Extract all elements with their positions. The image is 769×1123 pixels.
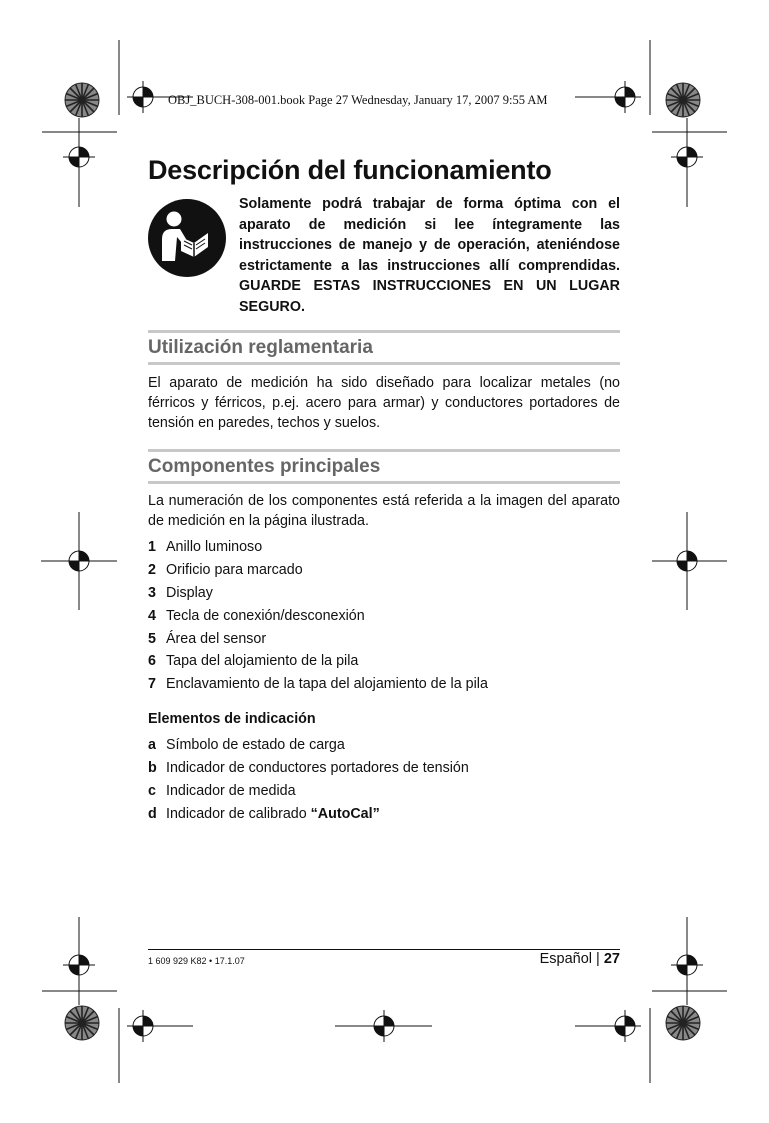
list-item: a Símbolo de estado de carga: [148, 737, 345, 753]
page-number: 27: [603, 951, 620, 967]
components-intro: La numeración de los componentes está referida a la imagen del aparato de medición en la página ilustrada.: [148, 493, 620, 529]
page-title: Descripción del funcionamiento: [148, 155, 552, 185]
list-item: d Indicador de calibrado “AutoCal”: [148, 805, 380, 822]
read-instructions-icon: [148, 199, 226, 277]
footer-rule: [148, 949, 620, 950]
section-rule-bottom: [148, 481, 620, 484]
section-title-intended-use: Utilización reglamentaria: [148, 337, 373, 358]
list-item: b Indicador de conductores portadores de tensión: [148, 759, 469, 776]
section-rule-top: [148, 449, 620, 452]
intended-use-text: El aparato de medición ha sido diseñado para localizar metales (no férricos y férricos, p.ej. acero para armar) y conductores portadores de tensión en paredes, techos y suelos.: [148, 375, 620, 431]
list-item: 7 Enclavamiento de la tapa del alojamiento de la pila: [148, 676, 488, 693]
list-item: 2 Orificio para marcado: [148, 561, 303, 578]
list-item: 6 Tapa del alojamiento de la pila: [148, 653, 359, 670]
section-rule-bottom: [148, 362, 620, 365]
list-item: c Indicador de medida: [148, 782, 296, 799]
footer-language: Español |: [539, 951, 604, 967]
footer-page-info: [540, 951, 620, 967]
footer-code: 1 609 929 K82 • 17.1.07: [148, 956, 245, 966]
display-elements-heading: Elementos de indicación: [148, 711, 316, 727]
autocal-label: “AutoCal”: [310, 805, 380, 822]
safety-warning: Solamente podrá trabajar de forma óptima con el aparato de medición si lee íntegramente las instrucciones de manejo y de operación, ateniéndose estrictamente a las instrucciones allí comprendidas. GUARDE ESTAS INSTRUCCIONES EN UN LUGAR SEGURO.: [239, 196, 620, 315]
display-elements-list: [148, 734, 620, 826]
list-item: 4 Tecla de conexión/desconexión: [148, 607, 365, 624]
list-item: 5 Área del sensor: [148, 630, 267, 647]
section-rule-top: [148, 330, 620, 333]
list-item: 1 Anillo luminoso: [148, 539, 263, 555]
section-title-components: Componentes principales: [148, 456, 381, 477]
print-header: OBJ_BUCH-308-001.book Page 27 Wednesday, January 17, 2007 9:55 AM: [168, 93, 548, 107]
list-item: 3 Display: [148, 584, 213, 601]
components-list: [148, 536, 620, 696]
